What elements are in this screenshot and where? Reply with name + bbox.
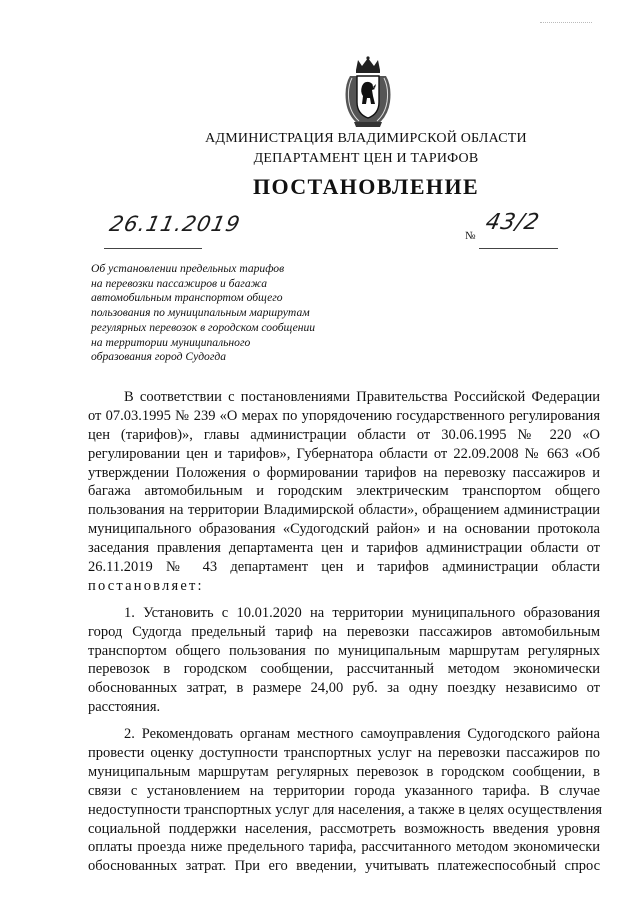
preamble-line: муниципального образования «Судогодский район» и на основании протокола	[88, 521, 600, 538]
organization-name: АДМИНИСТРАЦИЯ ВЛАДИМИРСКОЙ ОБЛАСТИ	[205, 131, 527, 146]
item1-line: расстояния.	[88, 699, 161, 716]
preamble-line: В соответствии с постановлениями Правительства Российской Федерации	[124, 389, 600, 405]
preamble-line: регулировании цен и тарифов», Губернатора области от 22.09.2008 № 663 «Об	[88, 445, 600, 462]
preamble-line: пользования на территории Владимирской области», обращением администрации	[88, 502, 600, 519]
preamble-line: от 07.03.1995 № 239 «О мерах по упорядочению государственного регулирования	[88, 407, 600, 424]
item2-line: связи с установлением на территории города указанного тарифа. В случае	[88, 782, 600, 799]
preamble-line: заседания правления департамента цен и тарифов администрации области от	[88, 540, 600, 557]
item2-line: обоснованных затрат. При его введении, учитывать платежеспособный спрос	[88, 858, 600, 875]
item1-line: город Судогда предельный тариф на перевозки пассажиров автомобильным	[88, 623, 600, 640]
subject-line: регулярных перевозок в городском сообщении	[91, 320, 316, 334]
document-body	[88, 388, 603, 876]
item1-line: 1. Установить с 10.01.2020 на территории муниципального образования	[124, 604, 600, 621]
item2-line: оплаты проезда ниже предельного тарифа, рассчитанного методом экономически	[88, 839, 600, 856]
item2-line: социальной поддержки населения, рассмотреть возможность введения уровня	[88, 820, 600, 837]
preamble-line: 26.11.2019 № 43 департамент цен и тарифов администрации области	[88, 559, 600, 576]
item1-line: транспортом общего пользования по муниципальным маршрутам регулярных	[88, 642, 600, 659]
item1-line: перевозок в городском сообщении, рассчитанный методом экономически	[88, 661, 600, 678]
item2-line: недоступности транспортных услуг для населения, а также в целях осуществления	[88, 801, 603, 818]
preamble-line: утверждении Положения о формировании тарифов на перевозку пассажиров и	[88, 464, 600, 481]
subject-line: на территории муниципального	[91, 335, 251, 349]
subject-line: пользования по муниципальным маршрутам	[91, 306, 310, 320]
preamble-line: цен (тарифов)», главы администрации области от 30.06.1995 № 220 «О	[88, 426, 600, 443]
document-type-title: ПОСТАНОВЛЕНИЕ	[252, 174, 480, 199]
item2-line: муниципальным маршрутам регулярных перевозок в городском сообщении, в	[88, 763, 600, 780]
coat-of-arms-icon	[340, 56, 396, 130]
document-date: 26.11.2019	[107, 212, 243, 236]
subject-line: образования город Судогда	[91, 350, 227, 364]
scan-artifact	[540, 22, 592, 24]
subject-line: автомобильным транспортом общего	[91, 291, 283, 305]
number-sign-label: №	[465, 230, 476, 242]
preamble-line: багажа автомобильным и городским электрическим транспортом общего	[88, 483, 600, 500]
item2-line: 2. Рекомендовать органам местного самоуправления Судогодского района	[124, 726, 600, 743]
subject-line: Об установлении предельных тарифов	[91, 262, 285, 275]
document-number: 43/2	[483, 210, 543, 235]
item1-line: обоснованных затрат, в размере 24,00 руб. за одну поездку независимо от	[88, 680, 600, 697]
item2-line: провести оценку доступности транспортных услуг на перевозки пассажиров по	[88, 745, 600, 762]
resolves-word: постановляет:	[88, 577, 204, 594]
document-subject	[91, 262, 361, 365]
subject-line: на перевозки пассажиров и багажа	[91, 276, 268, 290]
department-name: ДЕПАРТАМЕНТ ЦЕН И ТАРИФОВ	[253, 151, 479, 166]
